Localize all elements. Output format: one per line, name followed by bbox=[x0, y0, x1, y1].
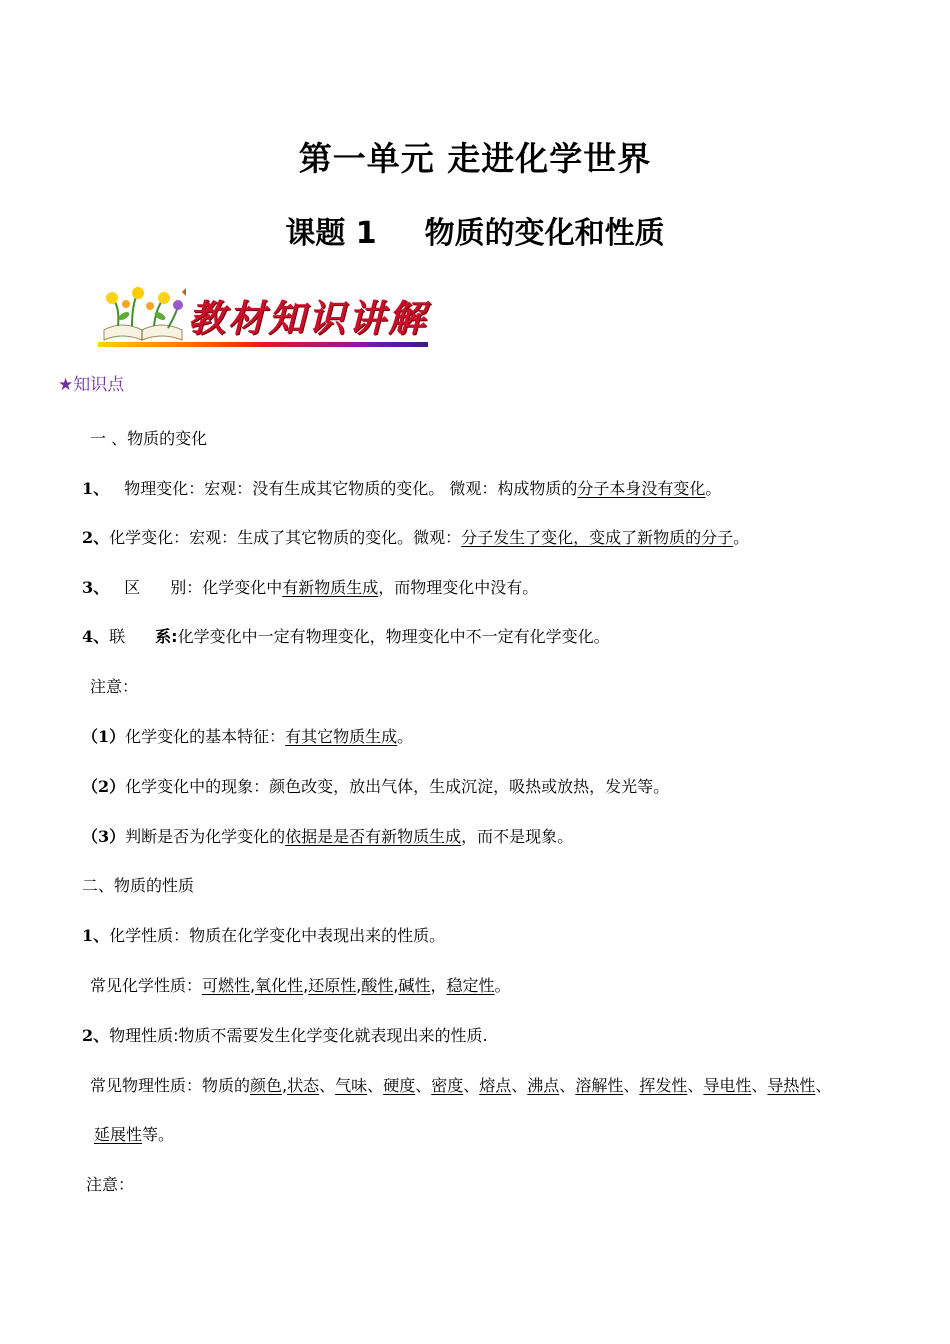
physical-property-list bbox=[250, 1076, 831, 1095]
property-term: 颜色 bbox=[250, 1076, 283, 1095]
item-physical-change: 1、 物理变化：宏观：没有生成其它物质的变化。 微观：构成物质的分子本身没有变化。 bbox=[82, 479, 722, 498]
section2-heading: 二、物质的性质 bbox=[82, 876, 195, 895]
item-chemical-change: 2、化学变化：宏观：生成了其它物质的变化。微观：分子发生了变化，变成了新物质的分子。 bbox=[82, 528, 750, 547]
separator: , bbox=[250, 976, 256, 995]
separator: 、 bbox=[751, 1076, 768, 1095]
underlined-key-phrase: 分子本身没有变化 bbox=[577, 479, 706, 498]
section-banner bbox=[98, 286, 430, 350]
property-term: 气味 bbox=[335, 1076, 368, 1095]
section1-heading: 一 、物质的变化 bbox=[90, 429, 208, 448]
property-term: 沸点 bbox=[527, 1076, 560, 1095]
lesson-title bbox=[0, 208, 950, 252]
property-term: 密度 bbox=[431, 1076, 464, 1095]
property-term: 挥发性 bbox=[639, 1076, 688, 1095]
property-term: 氧化性 bbox=[255, 976, 304, 995]
separator: 、 bbox=[367, 1076, 384, 1095]
banner-title: 教材知识讲解 bbox=[188, 296, 428, 340]
separator: 、 bbox=[623, 1076, 640, 1095]
common-physical-properties: 常见物理性质：物质的颜色,状态、气味、硬度、密度、熔点、沸点、溶解性、挥发性、导电性、导热性、 bbox=[90, 1076, 832, 1095]
note-3: （3）判断是否为化学变化的依据是是否有新物质生成，而不是现象。 bbox=[82, 827, 574, 846]
item-relation: 4、联 系:化学变化中一定有物理变化，物理变化中不一定有化学变化。 bbox=[82, 627, 610, 646]
lesson-number: 课题 1 bbox=[285, 216, 377, 251]
page-title: 第一单元 走进化学世界 bbox=[298, 139, 652, 178]
separator: , bbox=[282, 1076, 288, 1095]
separator: , bbox=[356, 976, 362, 995]
property-term: 状态 bbox=[287, 1076, 320, 1095]
property-term: 可燃性 bbox=[202, 976, 251, 995]
note-1: （1）化学变化的基本特征：有其它物质生成。 bbox=[82, 727, 414, 746]
separator: , bbox=[303, 976, 309, 995]
property-term: 碱性 bbox=[398, 976, 431, 995]
separator: 、 bbox=[463, 1076, 480, 1095]
note-label: 注意： bbox=[90, 677, 139, 696]
item-difference: 3、 区 别：化学变化中有新物质生成，而物理变化中没有。 bbox=[82, 578, 539, 597]
property-term: 稳定性 bbox=[446, 976, 495, 995]
banner-underline bbox=[98, 342, 428, 347]
separator: 、 bbox=[559, 1076, 576, 1095]
note-label-2: 注意： bbox=[86, 1175, 135, 1194]
item-physical-property: 2、物理性质:物质不需要发生化学变化就表现出来的性质. bbox=[82, 1026, 488, 1045]
lesson-name: 物质的变化和性质 bbox=[424, 216, 665, 251]
knowledge-point-label: ★知识点 bbox=[58, 375, 125, 395]
separator: ， bbox=[430, 976, 447, 995]
property-term: 导热性 bbox=[767, 1076, 816, 1095]
property-term: 熔点 bbox=[479, 1076, 512, 1095]
separator: 、 bbox=[319, 1076, 336, 1095]
item-chemical-property: 1、化学性质：物质在化学变化中表现出来的性质。 bbox=[82, 926, 446, 945]
underlined-key-phrase: 延展性 bbox=[94, 1125, 143, 1144]
separator: 、 bbox=[511, 1076, 528, 1095]
separator: 、 bbox=[815, 1076, 832, 1095]
property-term: 硬度 bbox=[383, 1076, 416, 1095]
property-term: 还原性 bbox=[308, 976, 357, 995]
underlined-key-phrase: 依据是是否有新物质生成 bbox=[285, 827, 462, 846]
property-term: 溶解性 bbox=[575, 1076, 624, 1095]
note-2: （2）化学变化中的现象：颜色改变，放出气体，生成沉淀，吸热或放热，发光等。 bbox=[82, 777, 670, 796]
common-chemical-properties: 常见化学性质：可燃性,氧化性,还原性,酸性,碱性，稳定性。 bbox=[90, 976, 511, 995]
chemical-property-list bbox=[202, 976, 494, 995]
separator: , bbox=[393, 976, 399, 995]
property-term: 酸性 bbox=[361, 976, 394, 995]
separator: 、 bbox=[415, 1076, 432, 1095]
separator: 、 bbox=[687, 1076, 704, 1095]
underlined-key-phrase: 有新物质生成 bbox=[282, 578, 379, 597]
common-physical-properties-cont: 延展性等。 bbox=[94, 1125, 175, 1144]
property-term: 导电性 bbox=[703, 1076, 752, 1095]
underlined-key-phrase: 有其它物质生成 bbox=[285, 727, 398, 746]
underlined-key-phrase: 分子发生了变化，变成了新物质的分子 bbox=[461, 528, 734, 547]
open-book-with-flowers-icon bbox=[98, 286, 190, 344]
